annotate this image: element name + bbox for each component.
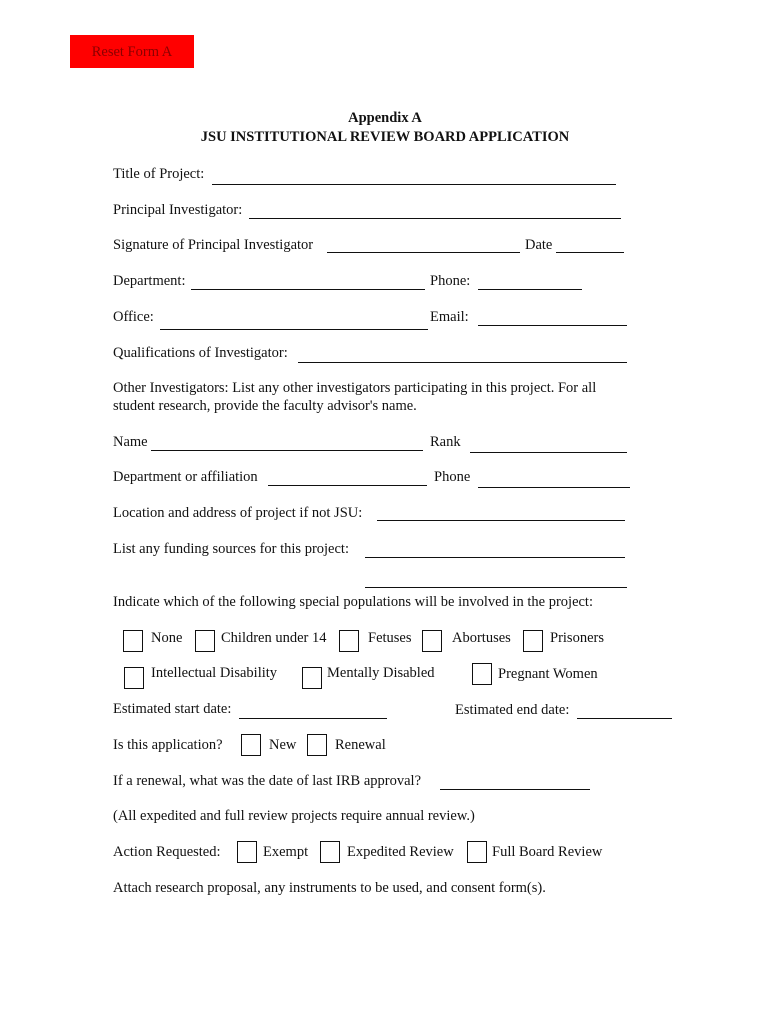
dept-affiliation-field[interactable] [268,485,427,486]
location-field[interactable] [377,520,625,521]
prisoners-checkbox[interactable] [523,630,543,652]
pregnant-women-checkbox[interactable] [472,663,492,685]
name-field[interactable] [151,450,423,451]
department-field[interactable] [191,289,425,290]
reset-form-button[interactable]: Reset Form A [70,35,194,68]
expedited-review-checkbox[interactable] [320,841,340,863]
principal-investigator-label: Principal Investigator: [113,202,243,218]
signature-label: Signature of Principal Investigator [113,237,314,253]
none-label: None [151,630,183,646]
application-prompt: Is this application? [113,737,223,753]
title-of-project-label: Title of Project: [113,166,205,182]
appendix-heading: Appendix A [348,110,422,126]
title-of-project-field[interactable] [212,184,616,185]
email-field[interactable] [478,325,627,326]
fetuses-checkbox[interactable] [339,630,359,652]
intellectual-disability-checkbox[interactable] [124,667,144,689]
end-date-label: Estimated end date: [455,702,570,718]
rank-field[interactable] [470,452,627,453]
none-checkbox[interactable] [123,630,143,652]
renewal-date-label: If a renewal, what was the date of last IRB approval? [113,773,422,789]
date-field[interactable] [556,252,624,253]
dept-affiliation-label: Department or affiliation [113,469,258,485]
other-investigators-text-2: student research, provide the faculty advisor's name. [113,398,417,414]
email-label: Email: [430,309,469,325]
full-board-review-label: Full Board Review [492,844,603,860]
phone-field[interactable] [478,289,582,290]
principal-investigator-field[interactable] [249,218,621,219]
exempt-checkbox[interactable] [237,841,257,863]
name-label: Name [113,434,148,450]
new-label: New [269,737,297,753]
exempt-label: Exempt [263,844,309,860]
populations-prompt: Indicate which of the following special populations will be involved in the project: [113,594,593,610]
abortuses-checkbox[interactable] [422,630,442,652]
department-label: Department: [113,273,186,289]
office-label: Office: [113,309,154,325]
attach-note: Attach research proposal, any instruments to be used, and consent form(s). [113,880,546,896]
phone-label: Phone: [430,273,471,289]
fetuses-label: Fetuses [368,630,412,646]
funding-field-2[interactable] [365,587,627,588]
date-label: Date [525,237,553,253]
signature-field[interactable] [327,252,520,253]
mentally-disabled-label: Mentally Disabled [327,665,435,681]
children-label: Children under 14 [221,630,327,646]
end-date-field[interactable] [577,718,672,719]
intellectual-disability-label: Intellectual Disability [151,665,278,681]
office-field[interactable] [160,329,428,330]
mentally-disabled-checkbox[interactable] [302,667,322,689]
pregnant-women-label: Pregnant Women [498,666,598,682]
page-title: JSU INSTITUTIONAL REVIEW BOARD APPLICATION [200,129,570,145]
location-label: Location and address of project if not JSU: [113,505,363,521]
action-requested-label: Action Requested: [113,844,221,860]
qualifications-field[interactable] [298,362,627,363]
renewal-checkbox[interactable] [307,734,327,756]
phone2-field[interactable] [478,487,630,488]
annual-review-note: (All expedited and full review projects require annual review.) [113,808,475,824]
funding-label: List any funding sources for this project: [113,541,349,557]
prisoners-label: Prisoners [550,630,604,646]
rank-label: Rank [430,434,461,450]
children-checkbox[interactable] [195,630,215,652]
start-date-label: Estimated start date: [113,701,232,717]
full-board-review-checkbox[interactable] [467,841,487,863]
start-date-field[interactable] [239,718,387,719]
renewal-date-field[interactable] [440,789,590,790]
other-investigators-text-1: Other Investigators: List any other investigators participating in this project. For all [113,380,597,396]
expedited-review-label: Expedited Review [347,844,454,860]
funding-field-1[interactable] [365,557,625,558]
abortuses-label: Abortuses [452,630,511,646]
phone2-label: Phone [434,469,471,485]
new-checkbox[interactable] [241,734,261,756]
qualifications-label: Qualifications of Investigator: [113,345,288,361]
renewal-label: Renewal [335,737,386,753]
